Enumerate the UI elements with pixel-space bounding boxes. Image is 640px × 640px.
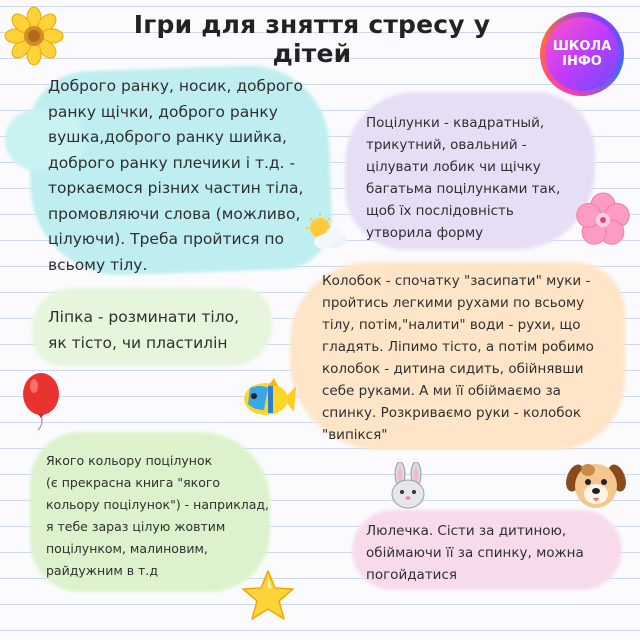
logo-text-line1: ШКОЛА: [552, 39, 612, 54]
greeting-game-text: Доброго ранку, носик, доброго ранку щічки, доброго ранку вушка,доброго ранку шийка, доброго ранку плечики і т.д. - торкаємося різних частин тіла, промовляючи слова (можливо, цілуючи). Треба пройтися по всьому тілу.: [48, 77, 304, 274]
kolobok-game-text: Колобок - спочатку "засипати" муки - пройтись легкими рухами по всьому тілу, потім,"налити" води - рухи, що гладять. Ліпимо тісто, а потім робимо колобок - дитина сидить, обійнявши себе руками. А ми її обіймаємо за спинку. Розкриваємо руки - колобок "випікся": [322, 273, 594, 443]
rabbit-icon: [386, 462, 430, 510]
lipka-game-text: Ліпка - розминати тіло, як тісто, чи пластилін: [48, 308, 240, 352]
sunflower-icon: [4, 6, 64, 66]
color-kiss-game-text: Якого кольору поцілунок (є прекрасна книга "якого кольору поцілунок") - наприклад, я тебе зараз цілую жовтим поцілунком, малиновим, райдужним в т.д: [46, 453, 270, 578]
dog-icon: [566, 458, 626, 512]
school-info-logo: [540, 12, 624, 96]
page-title: Ігри для зняття стресу у дітей: [133, 10, 491, 68]
sun-cloud-icon: [302, 212, 348, 252]
balloon-icon: [18, 372, 64, 432]
fish-icon: [238, 374, 298, 424]
flower-icon: [572, 190, 634, 250]
logo-text-line2: ІНФО: [562, 54, 602, 69]
cradle-game-text: Люлечка. Сісти за дитиною, обіймаючи її за спинку, можна погойдатися: [366, 523, 584, 583]
kisses-game-text: Поцілунки - квадратный, трикутний, овальний - цілувати лобик чи щічку багатьма поцілунками так, щоб їх послідовність утворила форму: [366, 115, 561, 241]
star-icon: [240, 568, 296, 624]
